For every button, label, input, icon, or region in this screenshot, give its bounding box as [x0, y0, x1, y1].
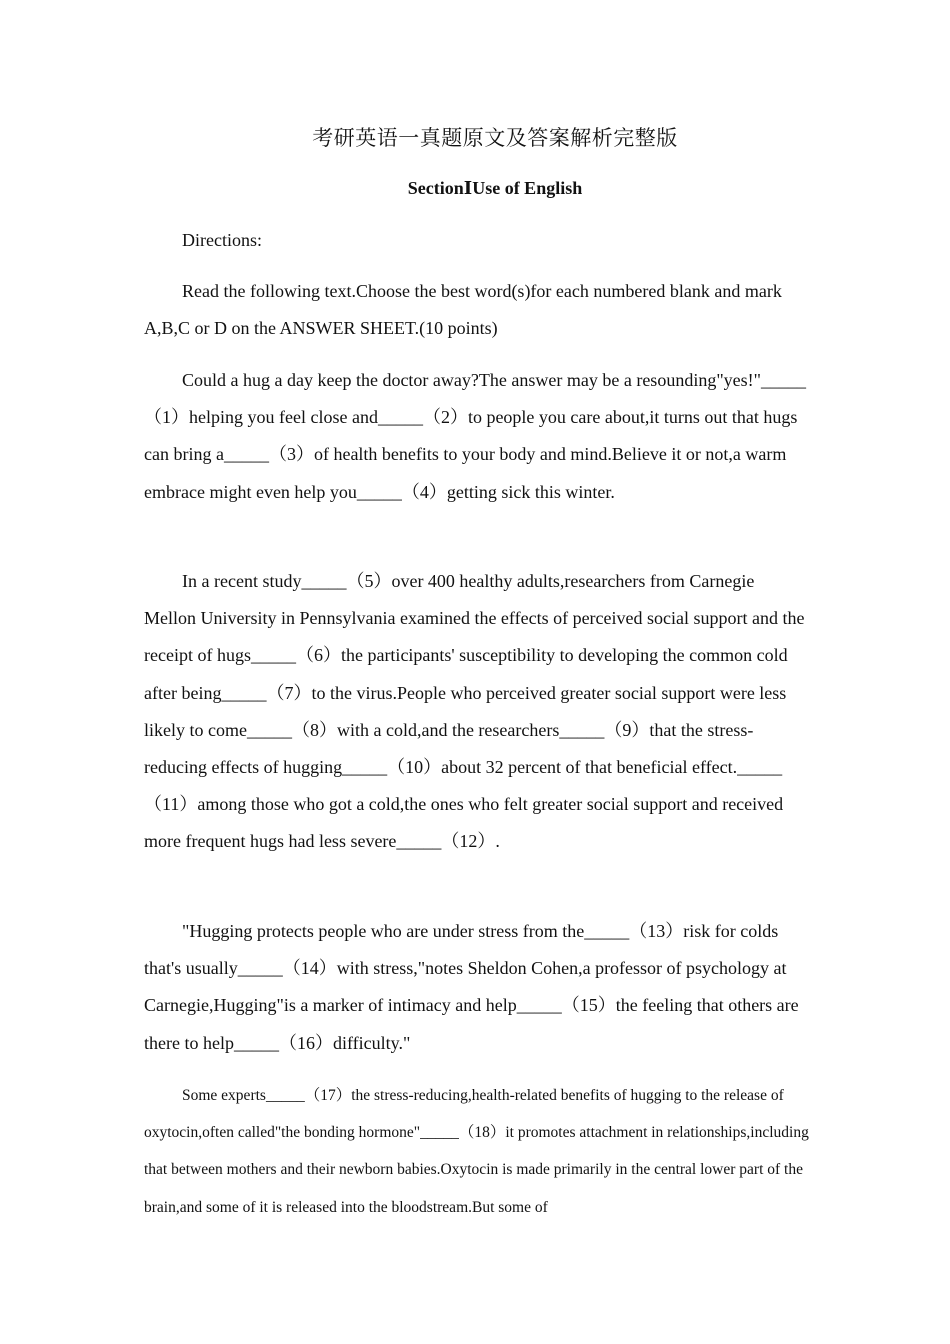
document-title: 考研英语一真题原文及答案解析完整版 [312, 126, 678, 150]
passage-paragraph-4: Some experts_____（17）the stress-reducing,health-related benefits of hugging to the release of oxytocin,often called"the bonding hormone"_____（18）it promotes attachment in relationships,including that between mothers and their newborn babies.Oxytocin is made primarily in the central lower part of the brain,and some of it is released into the bloodstream.But some of [144, 1087, 809, 1216]
section-heading: SectionⅠUse of English [407, 178, 583, 198]
directions-label: Directions: [182, 230, 262, 250]
passage-paragraph-2: In a recent study_____（5）over 400 healthy adults,researchers from Carnegie Mellon University in Pennsylvania examined the effects of perceived social support and the receipt of hugs_____（6）the participants' susceptibility to developing the common cold after being_____（7）to the virus.People who perceived greater social support were less likely to come_____（8）with a cold,and the researchers_____（9）that the stress-reducing effects of hugging_____（10）about 32 percent of that beneficial effect._____（11）among those who got a cold,the ones who felt greater social support and received more frequent hugs had less severe_____（12）. [144, 571, 805, 852]
passage-paragraph-3: "Hugging protects people who are under stress from the_____（13）risk for colds that's usually_____（14）with stress,"notes Sheldon Cohen,a professor of psychology at Carnegie,Hugging"is a marker of intimacy and help_____（15）the feeling that others are there to help_____（16）difficulty." [144, 921, 799, 1053]
passage-paragraph-1: Could a hug a day keep the doctor away?The answer may be a resounding"yes!"_____（1）helping you feel close and_____（2）to people you care about,it turns out that hugs can bring a_____（3）of health benefits to your body and mind.Believe it or not,a warm embrace might even help you_____（4）getting sick this winter. [144, 370, 806, 502]
instructions-paragraph: Read the following text.Choose the best word(s)for each numbered blank and mark A,B,C or D on the ANSWER SHEET.(10 points) [144, 281, 782, 339]
